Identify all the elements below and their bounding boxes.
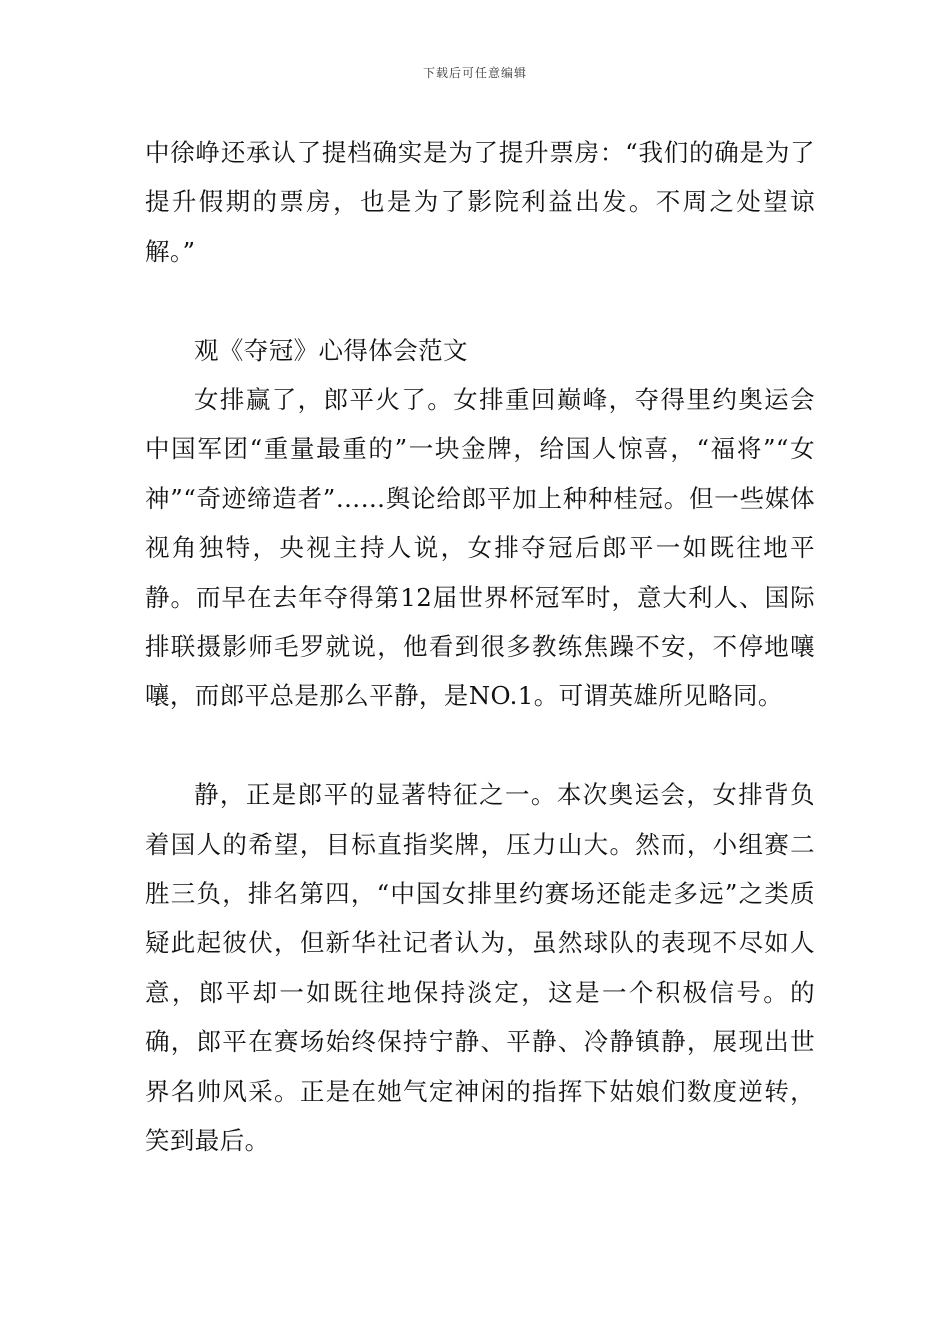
paragraph-intro: 中徐峥还承认了提档确实是为了提升票房：“我们的确是为了提升假期的票房，也是为了影院利益出发。不周之处望谅解。” bbox=[145, 138, 815, 266]
paragraph-main: 女排赢了，郎平火了。女排重回巅峰，夺得里约奥运会中国军团“重量最重的”一块金牌，给国人惊喜，“福将”“女神”“奇迹缔造者”……舆论给郎平加上种种桂冠。但一些媒体视角独特，央视主持人说，女排夺冠后郎平一如既往地平静。而早在去年夺得第12届世界杯冠军时，意大利人、国际排联摄影师毛罗就说，他看到很多教练焦躁不安，不停地嚷嚷，而郎平总是那么平静，是NO.1。可谓英雄所见略同。 bbox=[145, 385, 815, 711]
header-note: 下载后可任意编辑 bbox=[422, 66, 527, 80]
document-body bbox=[145, 128, 815, 1166]
paragraph-gap bbox=[145, 721, 815, 770]
paragraph-followup: 静，正是郎平的显著特征之一。本次奥运会，女排背负着国人的希望，目标直指奖牌，压力山大。然而，小组赛二胜三负，排名第四，“中国女排里约赛场还能走多远”之类质疑此起彼伏，但新华社记者认为，虽然球队的表现不尽如人意，郎平却一如既往地保持淡定，这是一个积极信号。的确，郎平在赛场始终保持宁静、平静、冷静镇静，展现出世界名帅风采。正是在她气定神闲的指挥下姑娘们数度逆转，笑到最后。 bbox=[145, 780, 815, 1156]
section-title: 观《夺冠》心得体会范文 bbox=[194, 335, 468, 365]
paragraph-gap bbox=[145, 276, 815, 325]
